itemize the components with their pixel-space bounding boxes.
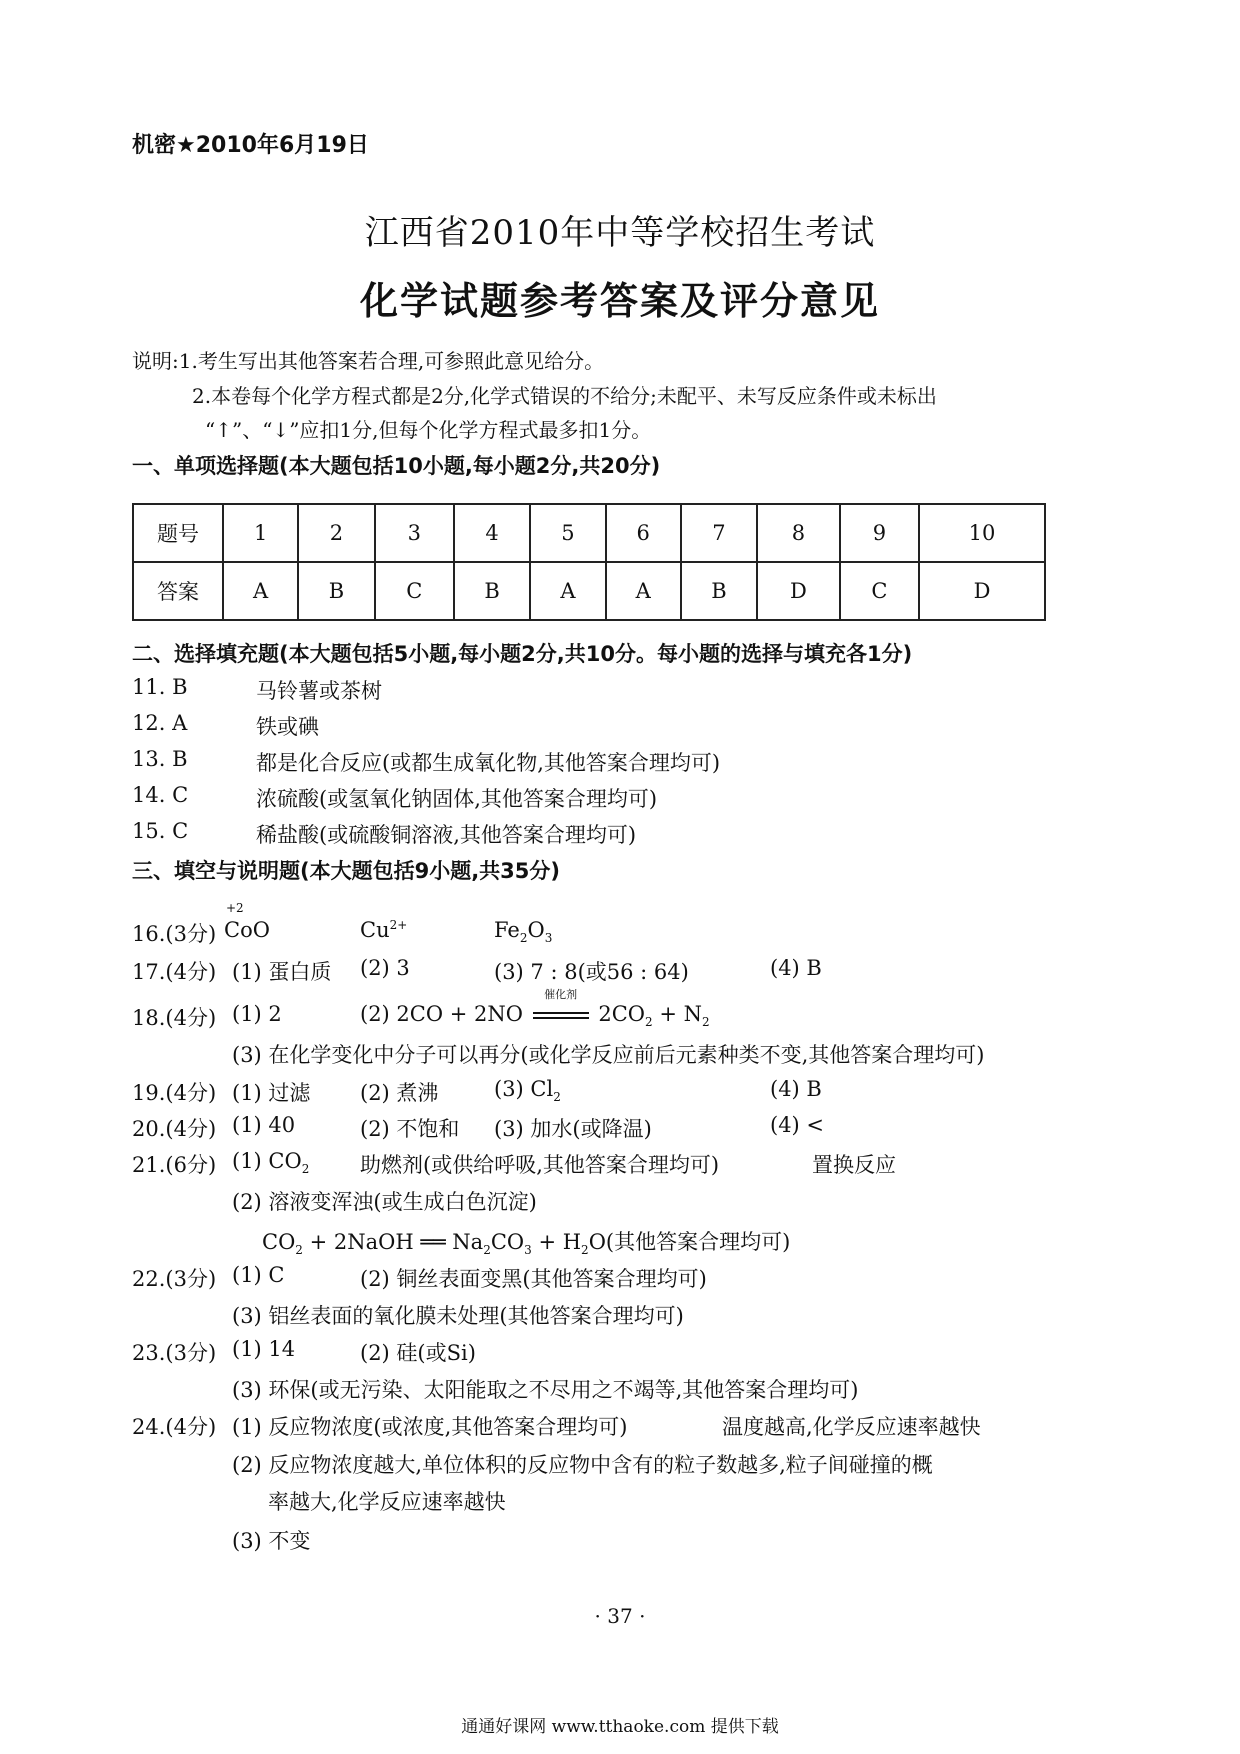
q21-equation xyxy=(262,1226,790,1257)
formula-part: O xyxy=(527,918,545,942)
note-line-2: 2.本卷每个化学方程式都是2分,化学式错误的不给分;未配平、未写反应条件或未标出 xyxy=(192,384,937,408)
item-number: 11. B xyxy=(132,675,188,699)
q23-part-1: (1) 14 xyxy=(232,1337,296,1361)
q21-part-2: (2) 溶液变浑浊(或生成白色沉淀) xyxy=(232,1190,537,1214)
q20-part-1: (1) 40 xyxy=(232,1113,296,1137)
table-cell: 1 xyxy=(223,504,298,562)
formula-subscript: 2 xyxy=(519,931,528,946)
item-number: 14. C xyxy=(132,783,189,807)
equation-right: + N xyxy=(652,1002,702,1026)
doc-title: 化学试题参考答案及评分意见 xyxy=(359,279,880,323)
secret-mark: 机密★2010年6月19日 xyxy=(132,133,369,158)
q18-label: 18.(4分) xyxy=(132,1006,217,1030)
q21-part-1b: 助燃剂(或供给呼吸,其他答案合理均可) xyxy=(360,1153,720,1177)
table-row-answers xyxy=(133,562,1045,620)
q17-part-3: (3) 7 : 8(或56 : 64) xyxy=(494,960,689,984)
table-cell: A xyxy=(223,562,298,620)
table-cell: 10 xyxy=(919,504,1045,562)
q23-part-2: (2) 硅(或Si) xyxy=(360,1341,476,1365)
answer-table xyxy=(132,503,1046,621)
q24-part-2: (2) 反应物浓度越大,单位体积的反应物中含有的粒子数越多,粒子间碰撞的概 xyxy=(232,1453,933,1477)
formula-part: (1) CO xyxy=(232,1149,302,1173)
equation-right: 2CO xyxy=(598,1002,645,1026)
reaction-condition xyxy=(530,988,592,1026)
q17-part-2: (2) 3 xyxy=(360,956,410,980)
item-number: 12. A xyxy=(132,711,188,735)
q21-part-1 xyxy=(232,1149,309,1176)
q16-label: 16.(3分) xyxy=(132,922,217,946)
q22-label: 22.(3分) xyxy=(132,1267,217,1291)
q20-part-3: (3) 加水(或降温) xyxy=(494,1117,652,1141)
q17-part-4: (4) B xyxy=(770,956,822,980)
formula-part: (3) Cl xyxy=(494,1077,554,1101)
section-2-heading: 二、选择填充题(本大题包括5小题,每小题2分,共10分。每小题的选择与填充各1分) xyxy=(132,642,913,666)
exam-title: 江西省2010年中等学校招生考试 xyxy=(364,213,876,253)
q24-part-3: (3) 不变 xyxy=(232,1529,311,1553)
list-item xyxy=(132,783,188,807)
table-cell: 4 xyxy=(454,504,530,562)
q22-part-3: (3) 铝丝表面的氧化膜未处理(其他答案合理均可) xyxy=(232,1304,684,1328)
q24-part-1b: 温度越高,化学反应速率越快 xyxy=(722,1415,981,1439)
item-number: 13. B xyxy=(132,747,188,771)
list-item-text: 铁或碘 xyxy=(256,715,319,739)
table-cell: D xyxy=(757,562,840,620)
q16-answer-1 xyxy=(224,918,270,942)
q19-part-4: (4) B xyxy=(770,1077,822,1101)
formula-part: + H xyxy=(531,1230,582,1254)
table-cell: D xyxy=(919,562,1045,620)
table-row-numbers xyxy=(133,504,1045,562)
table-cell: C xyxy=(840,562,919,620)
list-item xyxy=(132,819,188,843)
equals-sign xyxy=(533,1012,589,1019)
list-item xyxy=(132,747,188,771)
formula-subscript: 2 xyxy=(701,1015,710,1030)
q20-part-2: (2) 不饱和 xyxy=(360,1117,460,1141)
q19-part-1: (1) 过滤 xyxy=(232,1081,311,1105)
q24-part-2b: 率越大,化学反应速率越快 xyxy=(268,1490,506,1514)
q16-answer-2 xyxy=(360,918,407,942)
formula-subscript: 2 xyxy=(301,1162,310,1177)
q21-label: 21.(6分) xyxy=(132,1153,217,1177)
formula-subscript: 2 xyxy=(483,1243,491,1258)
formula-part: CO xyxy=(262,1230,296,1254)
table-cell: 9 xyxy=(840,504,919,562)
row-label-number: 题号 xyxy=(133,504,223,562)
table-cell: 2 xyxy=(298,504,374,562)
q16-answer-3 xyxy=(494,918,552,945)
list-item-text: 马铃薯或茶树 xyxy=(256,679,382,703)
list-item-text: 都是化合反应(或都生成氧化物,其他答案合理均可) xyxy=(256,751,721,775)
formula-subscript: 2 xyxy=(553,1090,561,1105)
q16-valence: +2 xyxy=(226,901,244,915)
q20-label: 20.(4分) xyxy=(132,1117,217,1141)
table-cell: B xyxy=(298,562,374,620)
q18-part-1: (1) 2 xyxy=(232,1002,282,1026)
q20-part-4: (4) < xyxy=(770,1113,825,1137)
q17-label: 17.(4分) xyxy=(132,960,217,984)
table-cell: 3 xyxy=(375,504,454,562)
q23-part-3: (3) 环保(或无污染、太阳能取之不尽用之不竭等,其他答案合理均可) xyxy=(232,1378,859,1402)
table-cell: B xyxy=(681,562,757,620)
formula-part: Fe xyxy=(494,918,520,942)
list-item xyxy=(132,711,187,735)
formula-part: Co xyxy=(224,918,253,942)
table-cell: B xyxy=(454,562,530,620)
equation-left: (2) 2CO + 2NO xyxy=(360,1002,523,1026)
list-item xyxy=(132,675,188,699)
formula-part: O(其他答案合理均可) xyxy=(588,1230,791,1254)
catalyst-label: 催化剂 xyxy=(544,988,578,1001)
formula-part: CO xyxy=(490,1230,525,1254)
table-cell: A xyxy=(530,562,605,620)
q22-part-1: (1) C xyxy=(232,1263,285,1287)
formula-subscript: 2 xyxy=(295,1243,303,1258)
q24-label: 24.(4分) xyxy=(132,1415,217,1439)
q19-label: 19.(4分) xyxy=(132,1081,217,1105)
q19-part-2: (2) 煮沸 xyxy=(360,1081,439,1105)
note-line-1: 说明:1.考生写出其他答案若合理,可参照此意见给分。 xyxy=(132,349,605,373)
note-line-3: “↑”、“↓”应扣1分,但每个化学方程式最多扣1分。 xyxy=(205,418,652,442)
formula-part: + 2NaOH ══ Na xyxy=(302,1230,484,1254)
list-item-text: 浓硫酸(或氢氧化钠固体,其他答案合理均可) xyxy=(256,787,658,811)
formula-subscript: 2 xyxy=(645,1015,653,1030)
row-label-answer: 答案 xyxy=(133,562,223,620)
section-3-heading: 三、填空与说明题(本大题包括9小题,共35分) xyxy=(132,859,561,883)
table-cell: A xyxy=(606,562,681,620)
formula-part: O xyxy=(252,918,270,942)
table-cell: 8 xyxy=(757,504,840,562)
table-cell: 6 xyxy=(606,504,681,562)
footer-text: 通通好课网 www.tthaoke.com 提供下载 xyxy=(461,1717,779,1737)
q19-part-3 xyxy=(494,1077,561,1104)
q22-part-2: (2) 铜丝表面变黑(其他答案合理均可) xyxy=(360,1267,707,1291)
formula-subscript: 3 xyxy=(524,1243,532,1258)
formula-subscript: 2 xyxy=(581,1243,589,1258)
page-number: · 37 · xyxy=(594,1604,646,1628)
q18-part-2 xyxy=(360,988,710,1030)
q17-part-1: (1) 蛋白质 xyxy=(232,960,332,984)
q21-part-1c: 置换反应 xyxy=(812,1153,896,1177)
table-cell: C xyxy=(375,562,454,620)
table-cell: 5 xyxy=(530,504,605,562)
formula-part: Cu xyxy=(360,918,390,942)
list-item-text: 稀盐酸(或硫酸铜溶液,其他答案合理均可) xyxy=(256,823,637,847)
formula-superscript: 2+ xyxy=(389,918,408,932)
section-1-heading: 一、单项选择题(本大题包括10小题,每小题2分,共20分) xyxy=(132,454,661,478)
item-number: 15. C xyxy=(132,819,189,843)
q24-part-1: (1) 反应物浓度(或浓度,其他答案合理均可) xyxy=(232,1415,628,1439)
q18-part-3: (3) 在化学变化中分子可以再分(或化学反应前后元素种类不变,其他答案合理均可) xyxy=(232,1043,985,1067)
formula-subscript: 3 xyxy=(544,931,553,946)
table-cell: 7 xyxy=(681,504,757,562)
q23-label: 23.(3分) xyxy=(132,1341,217,1365)
